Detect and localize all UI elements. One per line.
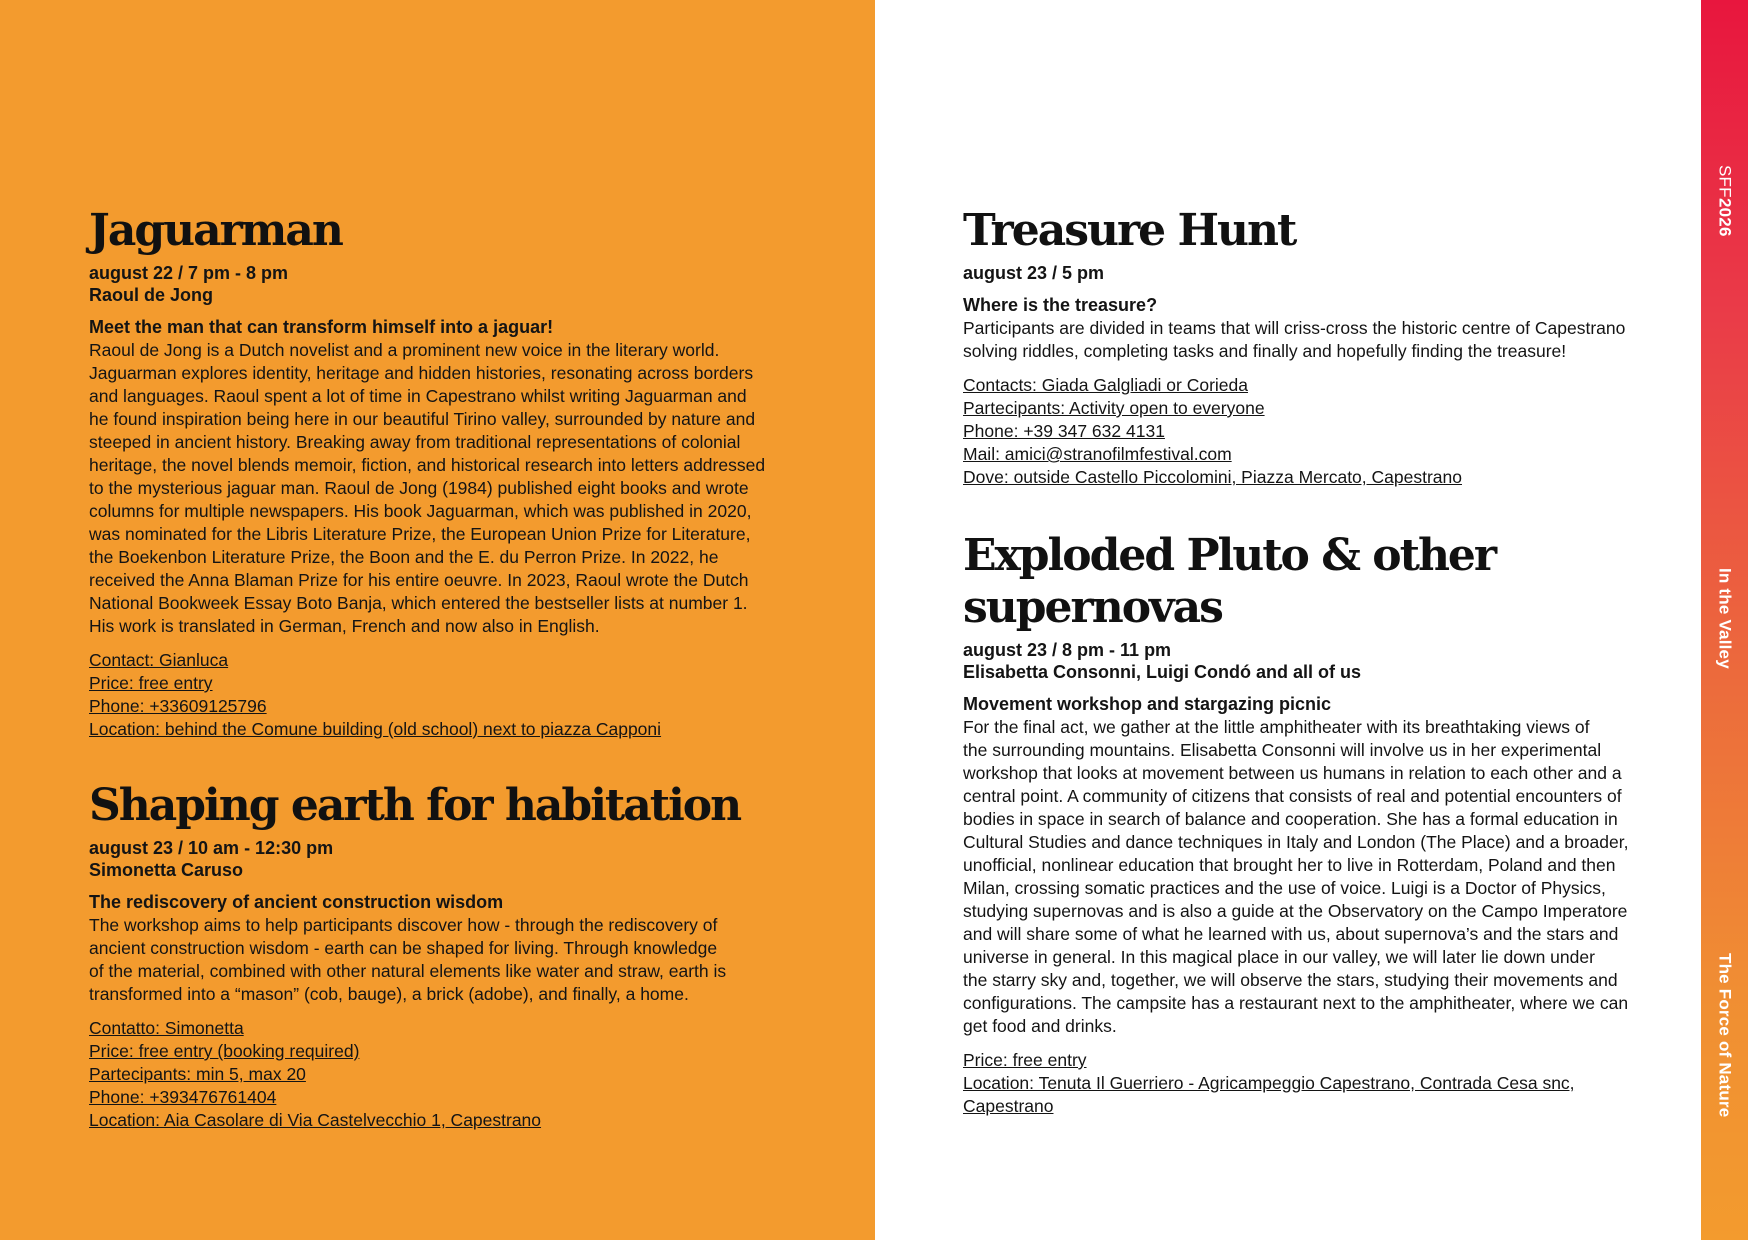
brand-label-light: SFF	[1715, 165, 1735, 198]
description-line: the starry sky and, together, we will observe the stars, studying their movements and	[963, 970, 1618, 990]
brand-label	[1701, 165, 1748, 255]
event-meta	[89, 262, 849, 306]
event-treasure-hunt	[963, 205, 1683, 489]
event-title: Shaping earth for habitation	[89, 780, 741, 831]
description-line: studying supernovas and is also a guide at the Observatory on the Campo Imperatore	[963, 901, 1628, 921]
description-line: received the Anna Blaman Prize for his entire oeuvre. In 2023, Raoul wrote the Dutch	[89, 570, 749, 590]
event-date: august 23 / 8 pm - 11 pm	[963, 640, 1172, 660]
description-line: heritage, the novel blends memoir, fiction, and historical research into letters addressed	[89, 455, 766, 475]
description-line: Cultural Studies and dance techniques in Italy and London (The Place) and a broader,	[963, 832, 1629, 852]
event-lead: The rediscovery of ancient construction wisdom	[89, 892, 504, 912]
description-line: and will share some of what he learned with us, about supernova’s and the stars and	[963, 924, 1619, 944]
description-line: columns for multiple newspapers. His book Jaguarman, which was published in 2020,	[89, 501, 752, 521]
description-line: he found inspiration being here in our beautiful Tirino valley, surrounded by nature and	[89, 409, 756, 429]
event-info	[963, 1049, 1683, 1118]
event-jaguarman	[89, 205, 849, 741]
description-line: bodies in space in search of balance and cooperation. She has a formal education in	[963, 809, 1618, 829]
event-description	[963, 716, 1683, 1038]
event-description	[963, 317, 1683, 363]
section-label: In the Valley	[1715, 568, 1735, 669]
event-date: august 23 / 5 pm	[963, 263, 1105, 283]
description-line: Milan, crossing somatic practices and the use of voice. Luigi is a Doctor of Physics,	[963, 878, 1606, 898]
event-description	[89, 914, 849, 1006]
info-contact: Contatto: Simonetta	[89, 1018, 244, 1038]
description-line: workshop that looks at movement between us humans in relation to each other and a	[963, 763, 1622, 783]
brand-label-year: 2026	[1715, 197, 1735, 237]
description-line: Raoul de Jong is a Dutch novelist and a prominent new voice in the literary world.	[89, 340, 720, 360]
description-line: ancient construction wisdom - earth can be shaped for living. Through knowledge	[89, 938, 718, 958]
event-meta	[963, 639, 1683, 683]
event-description	[89, 339, 849, 638]
description-line: solving riddles, completing tasks and finally and hopefully finding the treasure!	[963, 341, 1567, 361]
info-location: Location: behind the Comune building (old school) next to piazza Capponi	[89, 719, 662, 739]
event-lead: Movement workshop and stargazing picnic	[963, 694, 1332, 714]
event-lead: Meet the man that can transform himself into a jaguar!	[89, 317, 554, 337]
event-shaping-earth	[89, 780, 849, 1132]
description-line: of the material, combined with other natural elements like water and straw, earth is	[89, 961, 727, 981]
event-meta	[963, 262, 1683, 284]
info-price: Price: free entry	[963, 1050, 1087, 1070]
info-phone: Phone: +39 347 632 4131	[963, 421, 1165, 441]
event-date: august 23 / 10 am - 12:30 pm	[89, 838, 334, 858]
event-meta	[89, 837, 849, 881]
info-contact: Contact: Gianluca	[89, 650, 229, 670]
event-title: Exploded Pluto & other supernovas	[963, 530, 1496, 633]
info-contact: Contacts: Giada Galgliadi or Corieda	[963, 375, 1249, 395]
info-mail: Mail: amici@stranofilmfestival.com	[963, 444, 1232, 464]
description-line: the Boekenbon Literature Prize, the Boon and the E. du Perron Prize. In 2022, he	[89, 547, 719, 567]
info-location: Location: Tenuta Il Guerriero - Agricampeggio Capestrano, Contrada Cesa snc,	[963, 1073, 1575, 1093]
info-price: Price: free entry (booking required)	[89, 1041, 360, 1061]
description-line: to the mysterious jaguar man. Raoul de Jong (1984) published eight books and wrote	[89, 478, 749, 498]
event-exploded-pluto	[963, 530, 1683, 1118]
event-info	[89, 649, 849, 741]
description-line: configurations. The campsite has a restaurant next to the amphitheater, where we can	[963, 993, 1629, 1013]
description-line: the surrounding mountains. Elisabetta Consonni will involve us in her experimental	[963, 740, 1602, 760]
info-phone: Phone: +393476761404	[89, 1087, 277, 1107]
event-host: Simonetta Caruso	[89, 860, 244, 880]
info-price: Price: free entry	[89, 673, 213, 693]
description-line: transformed into a “mason” (cob, bauge), a brick (adobe), and finally, a home.	[89, 984, 689, 1004]
event-info	[963, 374, 1683, 489]
description-line: steeped in ancient history. Breaking away from traditional representations of colonial	[89, 432, 741, 452]
description-line: For the final act, we gather at the little amphitheater with its breathtaking views of	[963, 717, 1590, 737]
info-phone: Phone: +33609125796	[89, 696, 267, 716]
description-line: National Bookweek Essay Boto Banja, which entered the bestseller lists at number 1.	[89, 593, 748, 613]
event-title: Treasure Hunt	[963, 205, 1296, 256]
info-location: Location: Aia Casolare di Via Castelvecchio 1, Capestrano	[89, 1110, 542, 1130]
description-line: Participants are divided in teams that will criss-cross the historic centre of Capestrano	[963, 318, 1626, 338]
theme-label: The Force of Nature	[1715, 953, 1735, 1118]
event-info	[89, 1017, 849, 1132]
description-line: The workshop aims to help participants discover how - through the rediscovery of	[89, 915, 718, 935]
info-location-continued: Capestrano	[963, 1096, 1054, 1116]
description-line: Jaguarman explores identity, heritage and hidden histories, resonating across borders	[89, 363, 754, 383]
side-strip	[1701, 0, 1748, 1240]
info-participants: Partecipants: Activity open to everyone	[963, 398, 1265, 418]
description-line: unofficial, nonlinear education that brought her to live in Rotterdam, Poland and then	[963, 855, 1616, 875]
event-date: august 22 / 7 pm - 8 pm	[89, 263, 289, 283]
event-host: Elisabetta Consonni, Luigi Condó and all of us	[963, 662, 1362, 682]
info-participants: Partecipants: min 5, max 20	[89, 1064, 306, 1084]
description-line: central point. A community of citizens that consists of real and potential encounters of	[963, 786, 1622, 806]
event-host: Raoul de Jong	[89, 285, 214, 305]
event-lead: Where is the treasure?	[963, 295, 1158, 315]
description-line: get food and drinks.	[963, 1016, 1117, 1036]
description-line: and languages. Raoul spent a lot of time in Capestrano whilst writing Jaguarman and	[89, 386, 747, 406]
info-location: Dove: outside Castello Piccolomini, Piazza Mercato, Capestrano	[963, 467, 1462, 487]
description-line: His work is translated in German, French and now also in English.	[89, 616, 600, 636]
event-title: Jaguarman	[89, 205, 342, 256]
description-line: universe in general. In this magical place in our valley, we will later lie down under	[963, 947, 1595, 967]
description-line: was nominated for the Libris Literature Prize, the European Union Prize for Literature,	[89, 524, 751, 544]
